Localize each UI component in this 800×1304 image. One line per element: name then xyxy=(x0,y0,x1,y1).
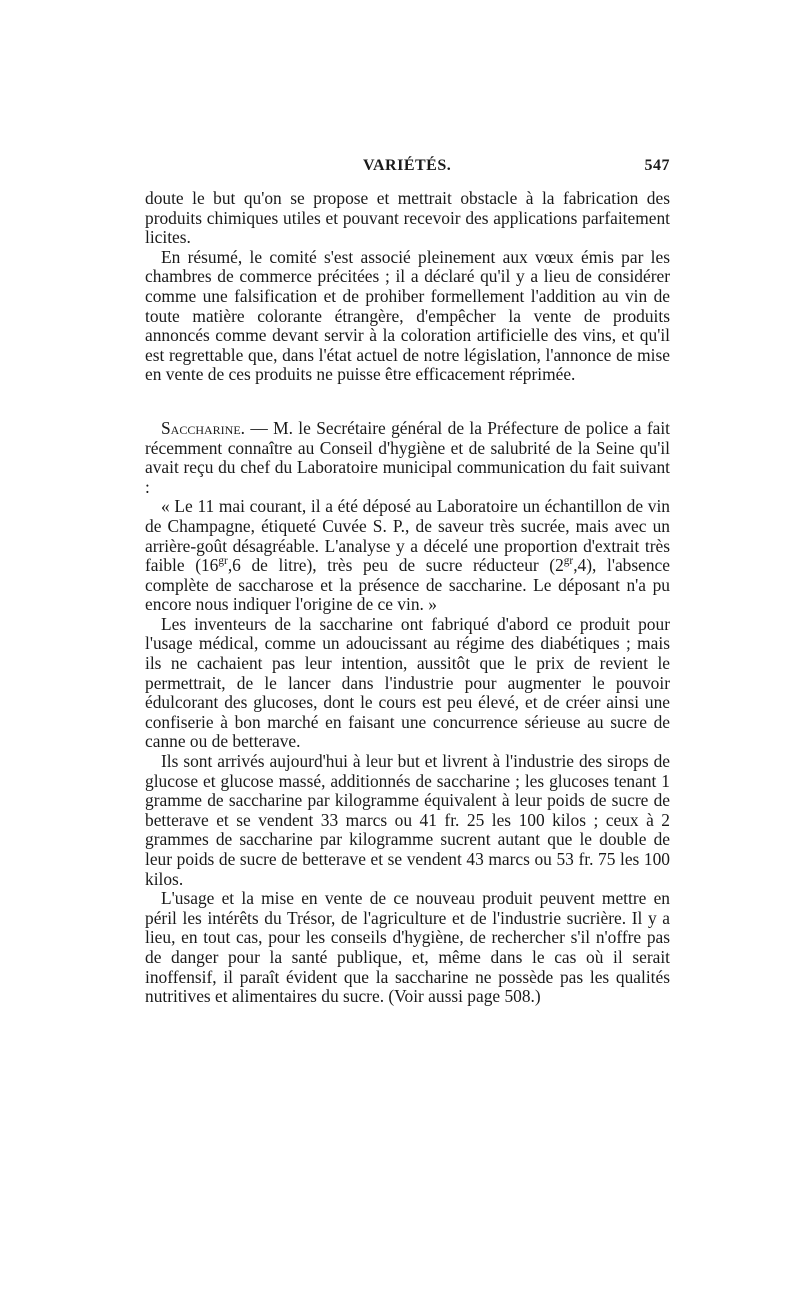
paragraph-resume: En résumé, le comité s'est associé pleinement aux vœux émis par les chambres de commerce précitées ; il a déclaré qu'il y a lieu de considérer comme une falsification et de prohiber formellement l'addition au vin de toute matière colorante étrangère, d'empêcher la vente de produits annoncés comme devant servir à la coloration artificielle des vins, et qu'il est regrettable que, dans l'état actuel de notre législation, l'annonce de mise en vente de ces produits ne puisse être efficacement réprimée. xyxy=(145,246,670,385)
section-title: Saccharine. xyxy=(161,417,246,438)
intro-text: — M. le Secrétaire général de la Préfecture de police a fait récemment connaître au Conseil d'hygiène et de salubrité de la Seine qu'il avait reçu du chef du Laboratoire municipal communication du fait suivant : xyxy=(145,417,670,497)
paragraph-industry: Ils sont arrivés aujourd'hui à leur but et livrent à l'industrie des sirops de glucose et glucose massé, additionnés de saccharine ; les glucoses tenant 1 gramme de saccharine par kilogramme équivalent à leur poids de sucre de betterave et se vendent 33 marcs ou 41 fr. 25 les 100 kilos ; ceux à 2 grammes de saccharine par kilogramme sucrent autant que le double de leur poids de sucre de betterave et se vendent 43 marcs ou 53 fr. 75 les 100 kilos. xyxy=(145,751,670,889)
running-head xyxy=(145,157,670,179)
unit-superscript-2: gr xyxy=(563,555,574,568)
paragraph-conclusion: L'usage et la mise en vente de ce nouveau produit peuvent mettre en péril les intérêts du Trésor, de l'agriculture et de l'industrie sucrière. Il y a lieu, en tout cas, pour les conseils d'hygiène, de rechercher s'il n'offre pas de danger pour la santé publique, et, même dans le cas où il serait inoffensif, il paraît évident que la saccharine ne possède pas les qualités nutritives et alimentaires du sucre. (Voir aussi page 508.) xyxy=(145,888,670,1007)
section-gap xyxy=(145,385,670,419)
paragraph-quote xyxy=(145,497,670,615)
quote-text-c: ,4), l'absence complète de saccharose et la présence de saccharine. Le déposant n'a pu encore nous indiquer l'origine de ce vin. » xyxy=(145,555,670,615)
quote-text-a: « Le 11 mai courant, il a été déposé au Laboratoire un échantillon de vin de Champagne, étiqueté Cuvée S. P., de saveur très sucrée, mais avec un arrière-goût désagréable. L'analyse y a décelé une proportion d'extrait très faible (16 xyxy=(145,496,670,576)
quote-text-b: ,6 de litre), très peu de sucre réducteur (2 xyxy=(227,555,564,576)
paragraph-saccharine-intro xyxy=(145,419,670,497)
body-text xyxy=(145,189,670,1007)
running-title: VARIÉTÉS. xyxy=(363,157,452,174)
paragraph-continuation: doute le but qu'on se propose et mettrait obstacle à la fabrication des produits chimiques utiles et pouvant recevoir des applications parfaitement licites. xyxy=(145,188,670,248)
unit-superscript-1: gr xyxy=(218,555,228,568)
page-number: 547 xyxy=(644,157,670,174)
paragraph-inventors: Les inventeurs de la saccharine ont fabriqué d'abord ce produit pour l'usage médical, comme un adoucissant au régime des diabétiques ; mais ils ne cachaient pas leur intention, aussitôt que le prix de revient le permettrait, de le lancer dans l'industrie pour augmenter le pouvoir édulcorant des glucoses, dont le cours est peu élevé, et de créer ainsi une confiserie à bon marché en faisant une concurrence sérieuse au sucre de canne ou de betterave. xyxy=(145,613,670,752)
